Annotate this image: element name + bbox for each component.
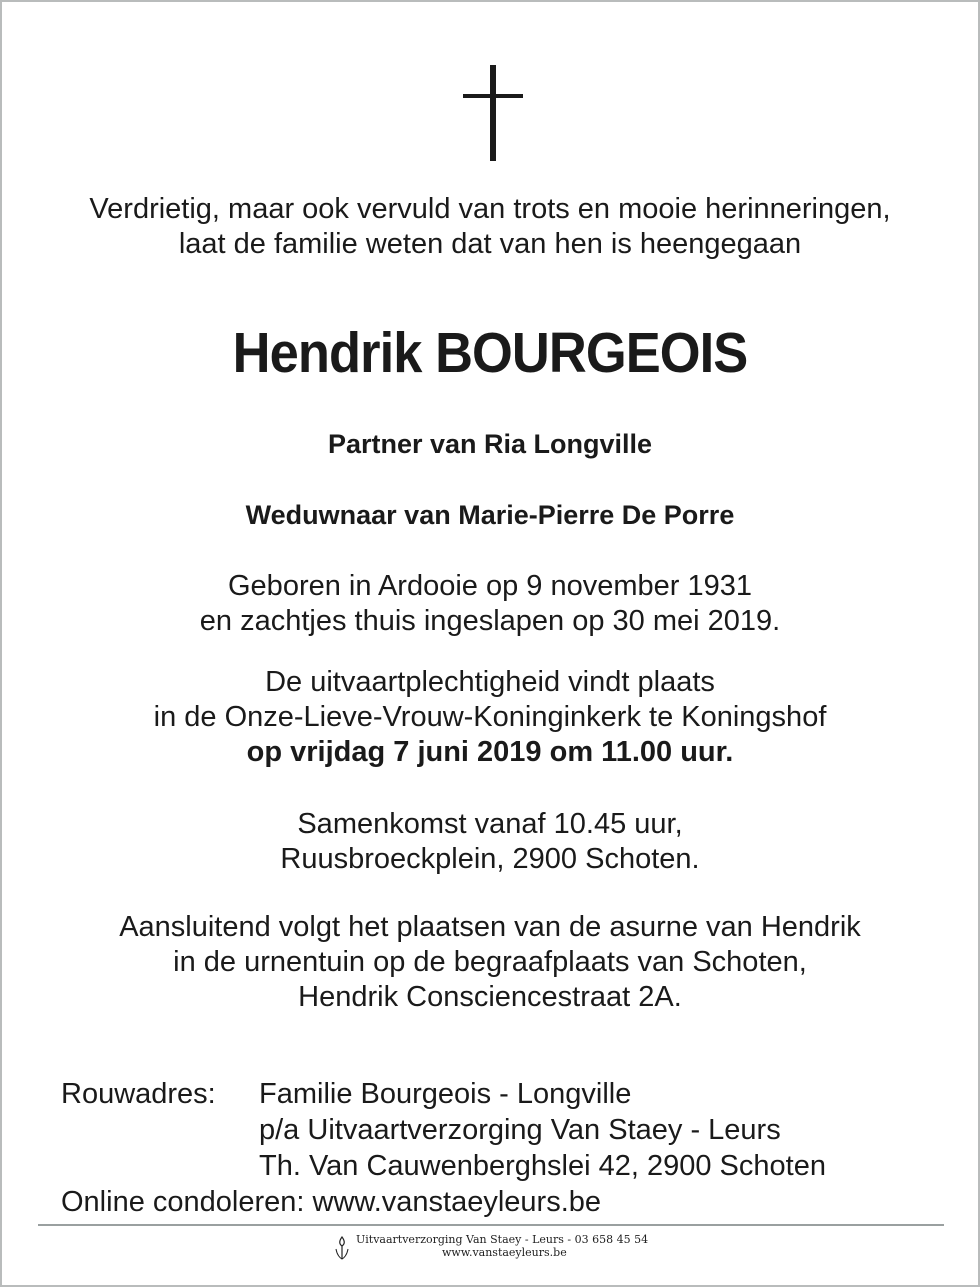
address-line-3: Th. Van Cauwenberghslei 42, 2900 Schoten: [259, 1150, 826, 1182]
urn-block: [2, 910, 978, 1015]
mourning-address: [61, 1076, 826, 1184]
deceased-name: Hendrik BOURGEOIS: [232, 321, 748, 385]
footer-url[interactable]: www.vanstaeyleurs.be: [442, 1246, 567, 1259]
urn-line-3: Hendrik Consciencestraat 2A.: [298, 981, 682, 1013]
urn-line-1: Aansluitend volgt het plaatsen van de asurne van Hendrik: [119, 911, 861, 943]
address-line-2: p/a Uitvaartverzorging Van Staey - Leurs: [259, 1114, 781, 1146]
intro-line-1: Verdrietig, maar ook vervuld van trots en mooie herinneringen,: [89, 193, 891, 225]
dates-block: [2, 569, 978, 639]
born-line: Geboren in Ardooie op 9 november 1931: [228, 570, 752, 602]
intro-line-2: laat de familie weten dat van hen is heengegaan: [178, 228, 802, 260]
ceremony-block: [2, 665, 978, 770]
ceremony-line-2: in de Onze-Lieve-Vrouw-Koninginkerk te Koningshof: [153, 701, 827, 733]
cross-icon: [463, 65, 523, 161]
footer-company: Uitvaartverzorging Van Staey - Leurs - 03 658 45 54: [356, 1233, 649, 1246]
ceremony-line-1: De uitvaartplechtigheid vindt plaats: [265, 666, 715, 698]
address-label: Rouwadres:: [61, 1078, 216, 1110]
address-line-1: Familie Bourgeois - Longville: [259, 1078, 632, 1110]
footer-divider: [38, 1224, 944, 1226]
footer: [332, 1233, 648, 1261]
gathering-line-2: Ruusbroeckplein, 2900 Schoten.: [280, 843, 700, 875]
died-line: en zachtjes thuis ingeslapen op 30 mei 2019.: [199, 605, 781, 637]
online-condolence-link[interactable]: Online condoleren: www.vanstaeyleurs.be: [61, 1186, 602, 1218]
widower-line: Weduwnaar van Marie-Pierre De Porre: [245, 500, 735, 530]
gathering-line-1: Samenkomst vanaf 10.45 uur,: [297, 808, 683, 840]
partner-line: Partner van Ria Longville: [327, 429, 653, 459]
candle-logo-icon: [332, 1235, 352, 1261]
ceremony-datetime: op vrijdag 7 juni 2019 om 11.00 uur.: [246, 736, 734, 768]
intro-text: [2, 192, 978, 262]
gathering-block: [2, 807, 978, 877]
urn-line-2: in de urnentuin op de begraafplaats van Schoten,: [173, 946, 807, 978]
